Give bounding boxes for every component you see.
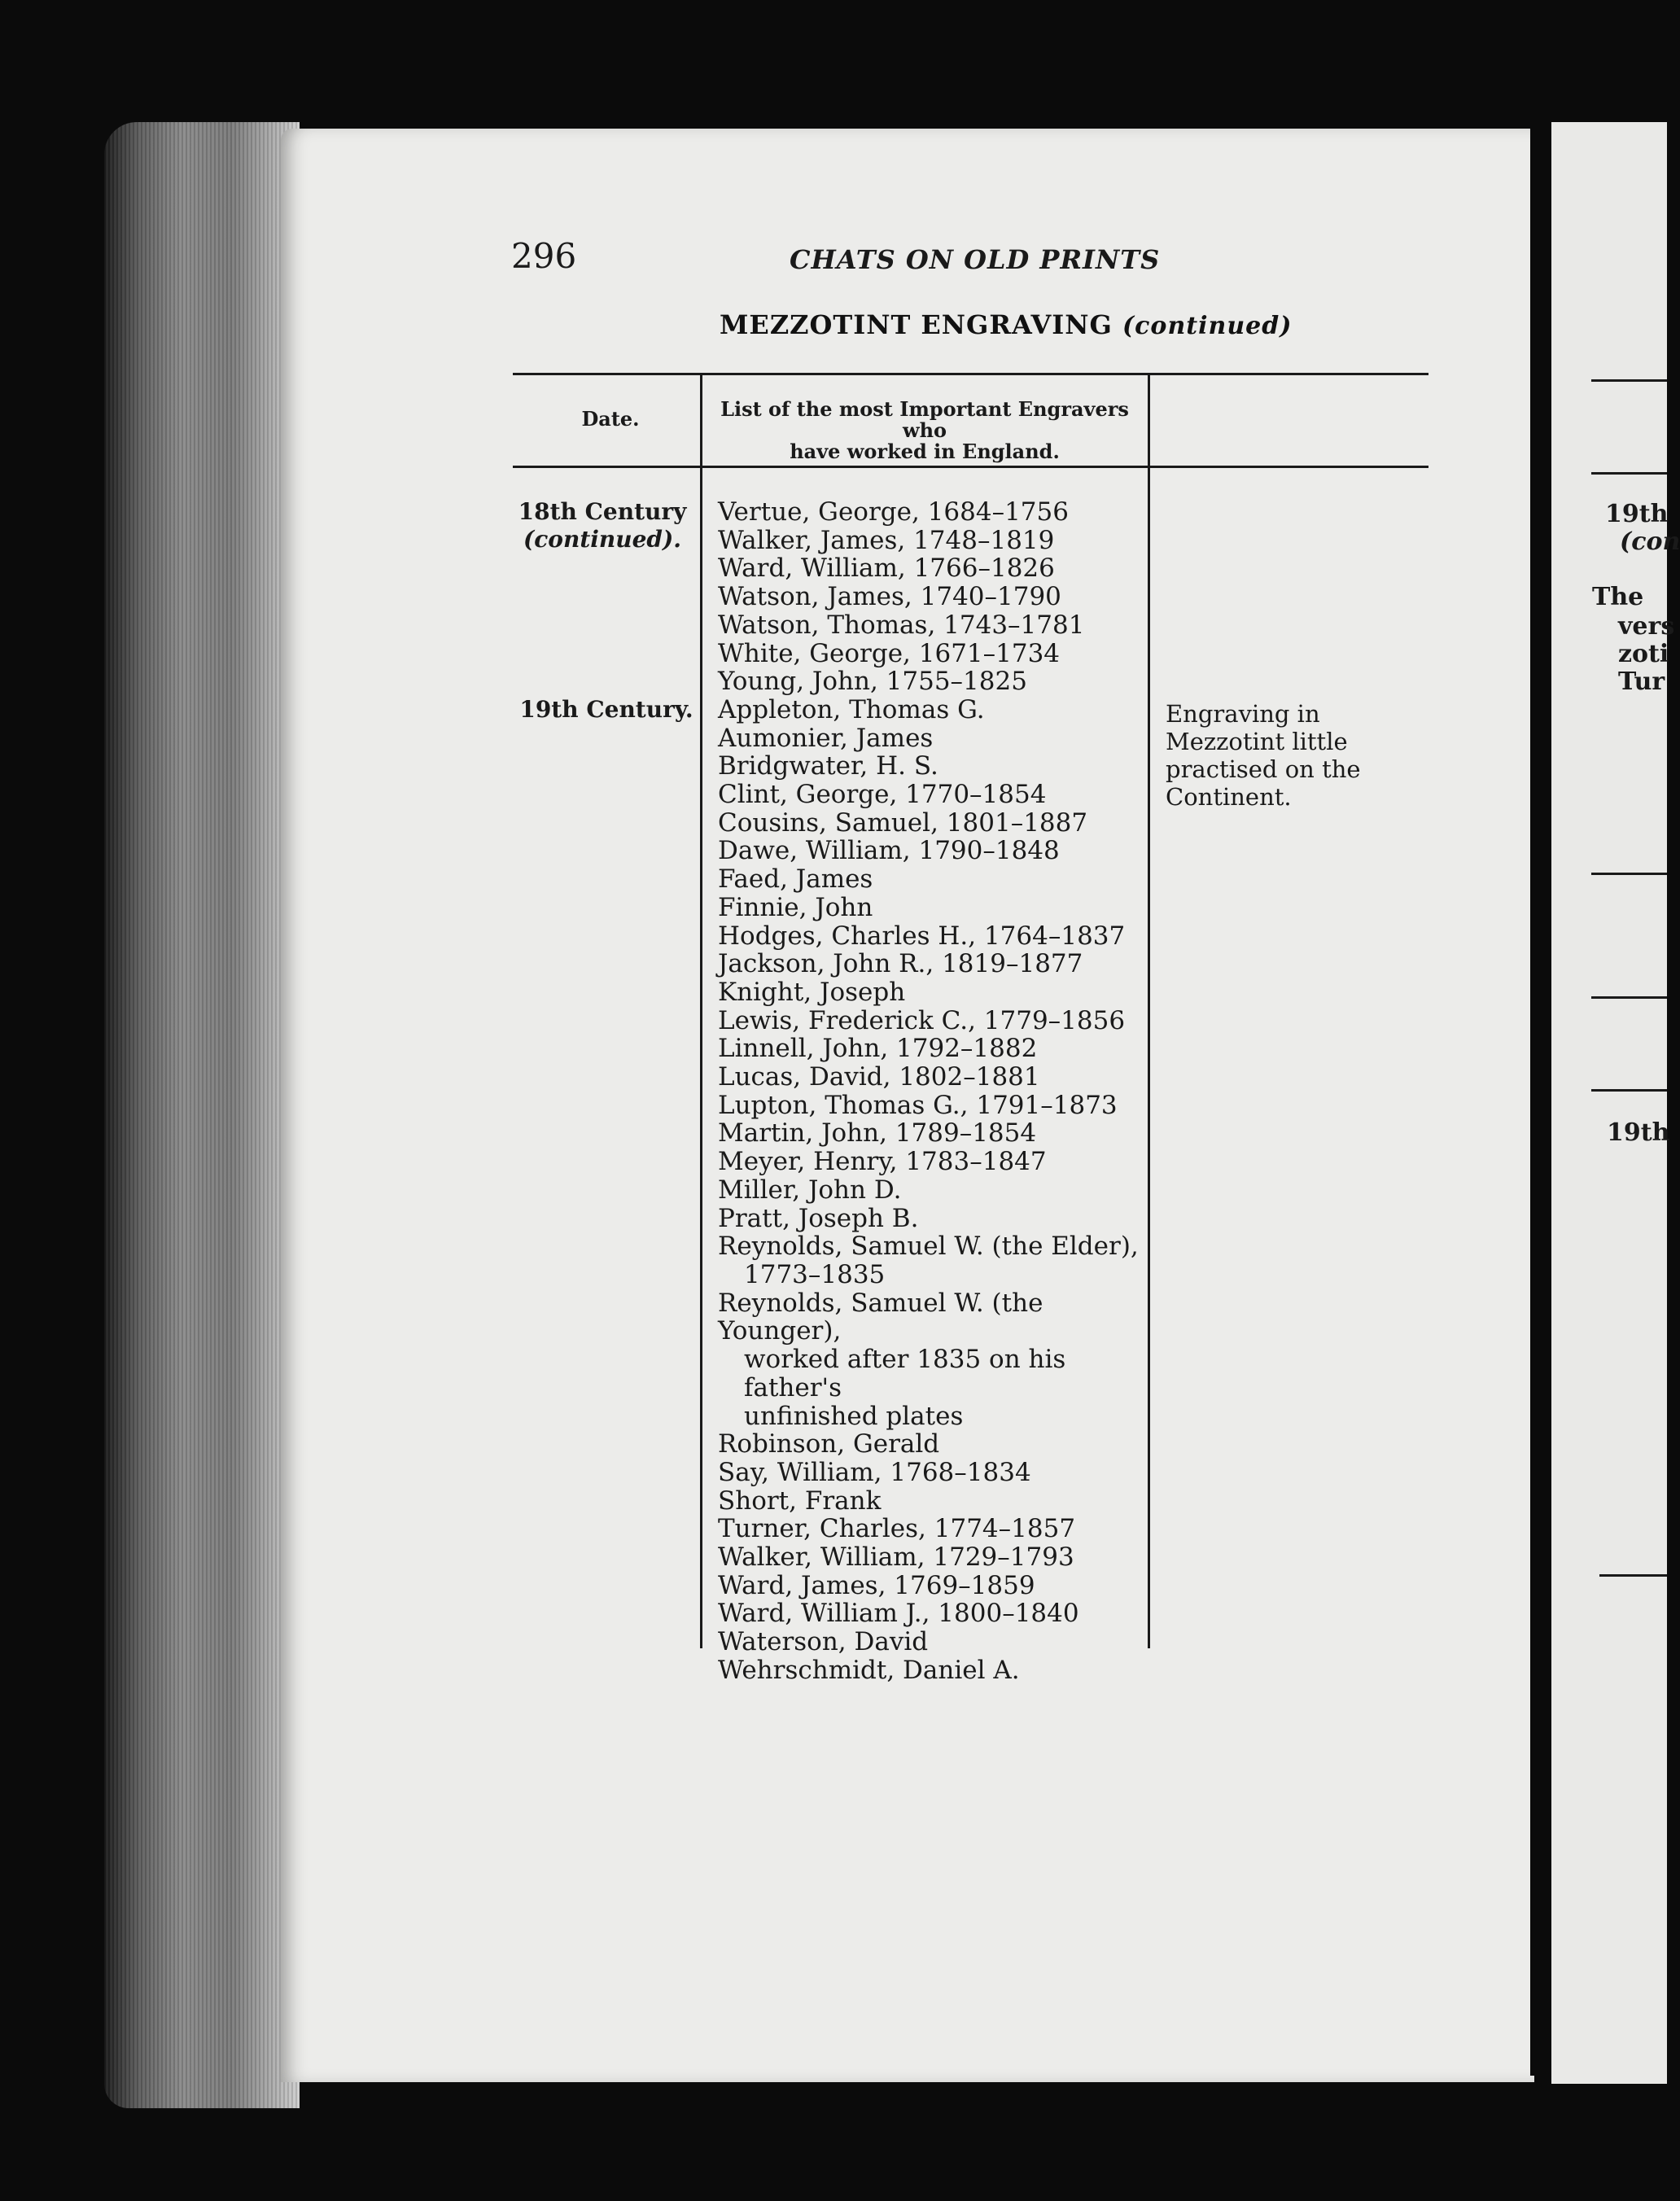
book-page-edges bbox=[104, 122, 300, 2108]
header-engravers-line2: have worked in England. bbox=[790, 440, 1060, 463]
running-title: CHATS ON OLD PRINTS bbox=[790, 244, 1161, 275]
list-item: Short, Frank bbox=[718, 1486, 882, 1516]
list-item: Ward, William, 1766–1826 bbox=[718, 554, 1055, 584]
remark-note: Engraving in Mezzotint little practised on the Continent. bbox=[1166, 700, 1361, 811]
list-item: Knight, Joseph bbox=[718, 977, 906, 1007]
list-item: Cousins, Samuel, 1801–1887 bbox=[718, 807, 1088, 838]
list-item: Watson, Thomas, 1743–1781 bbox=[718, 610, 1085, 640]
list-item: Reynolds, Samuel W. (the Elder), bbox=[718, 1232, 1139, 1262]
period-18th-century bbox=[513, 498, 692, 554]
facing-rule-1 bbox=[1591, 379, 1667, 382]
list-item: Aumonier, James bbox=[718, 723, 934, 753]
list-item: Jackson, John R., 1819–1877 bbox=[718, 949, 1083, 979]
facing-text-zoti: zoti bbox=[1618, 640, 1669, 668]
list-item: Martin, John, 1789–1854 bbox=[718, 1118, 1037, 1149]
list-item: Hodges, Charles H., 1764–1837 bbox=[718, 921, 1126, 951]
list-item: Finnie, John bbox=[718, 892, 873, 922]
table-header-rule bbox=[513, 466, 1428, 468]
list-item: Clint, George, 1770–1854 bbox=[718, 780, 1047, 810]
table-top-rule bbox=[513, 373, 1428, 375]
list-item: Lewis, Frederick C., 1779–1856 bbox=[718, 1005, 1126, 1035]
facing-rule-4 bbox=[1591, 996, 1667, 999]
header-date: Date. bbox=[581, 407, 640, 431]
facing-text-19th: 19th bbox=[1605, 500, 1669, 528]
list-item: Reynolds, Samuel W. (the Younger), bbox=[718, 1288, 1043, 1346]
list-item-continuation: 1773–1835 bbox=[744, 1259, 886, 1289]
list-item-continuation: worked after 1835 on his father's bbox=[744, 1345, 1066, 1402]
list-item: Ward, James, 1769–1859 bbox=[718, 1570, 1035, 1600]
facing-rule-6 bbox=[1599, 1574, 1667, 1577]
page-gutter bbox=[1530, 122, 1551, 2076]
list-item: Meyer, Henry, 1783–1847 bbox=[718, 1147, 1047, 1177]
list-item: Walker, William, 1729–1793 bbox=[718, 1542, 1074, 1573]
list-item: White, George, 1671–1734 bbox=[718, 638, 1061, 668]
facing-text-vers: vers bbox=[1618, 612, 1675, 641]
list-item: Ward, William J., 1800–1840 bbox=[718, 1599, 1079, 1629]
facing-text-the: The bbox=[1592, 583, 1644, 611]
period-19th-century: 19th Century. bbox=[519, 696, 693, 723]
list-item: Watson, James, 1740–1790 bbox=[718, 582, 1061, 612]
list-item-continuation: unfinished plates bbox=[744, 1401, 964, 1431]
period-18th-line1: 18th Century bbox=[518, 498, 687, 525]
period-18th-line2 bbox=[513, 526, 692, 554]
facing-page bbox=[1551, 122, 1670, 2084]
list-item: Young, John, 1755–1825 bbox=[718, 667, 1027, 697]
list-item: Miller, John D. bbox=[718, 1175, 902, 1205]
facing-text-con: (con bbox=[1620, 527, 1680, 556]
engraver-list bbox=[718, 498, 1157, 1685]
list-item: Lupton, Thomas G., 1791–1873 bbox=[718, 1090, 1118, 1120]
facing-rule-5 bbox=[1591, 1089, 1667, 1092]
section-title-suffix: (continued) bbox=[1122, 312, 1293, 340]
list-item: Wehrschmidt, Daniel A. bbox=[718, 1655, 1020, 1685]
list-item: Appleton, Thomas G. bbox=[718, 694, 985, 724]
section-title bbox=[720, 309, 1292, 340]
list-item: Pratt, Joseph B. bbox=[718, 1203, 919, 1233]
header-engravers bbox=[705, 399, 1144, 462]
facing-rule-3 bbox=[1591, 873, 1667, 875]
section-title-text: MEZZOTINT ENGRAVING bbox=[720, 309, 1113, 340]
facing-rule-2 bbox=[1591, 472, 1667, 475]
list-item: Vertue, George, 1684–1756 bbox=[718, 497, 1069, 527]
facing-text-tur: Tur bbox=[1618, 667, 1665, 696]
list-item: Waterson, David bbox=[718, 1627, 929, 1657]
list-item: Walker, James, 1748–1819 bbox=[718, 525, 1055, 555]
list-item: Turner, Charles, 1774–1857 bbox=[718, 1514, 1076, 1544]
list-item: Faed, James bbox=[718, 864, 873, 895]
list-item: Bridgwater, H. S. bbox=[718, 751, 938, 781]
facing-text-19th-lower: 19th bbox=[1607, 1118, 1670, 1147]
list-item: Dawe, William, 1790–1848 bbox=[718, 836, 1060, 866]
period-18th-continued: (continued). bbox=[523, 526, 681, 553]
page-number: 296 bbox=[511, 236, 577, 276]
table-column-divider-1 bbox=[700, 374, 702, 1648]
list-item: Say, William, 1768–1834 bbox=[718, 1457, 1031, 1487]
list-item: Robinson, Gerald bbox=[718, 1429, 940, 1459]
list-item: Linnell, John, 1792–1882 bbox=[718, 1034, 1038, 1064]
header-engravers-line1: List of the most Important Engravers who bbox=[720, 397, 1129, 442]
list-item: Lucas, David, 1802–1881 bbox=[718, 1062, 1040, 1092]
